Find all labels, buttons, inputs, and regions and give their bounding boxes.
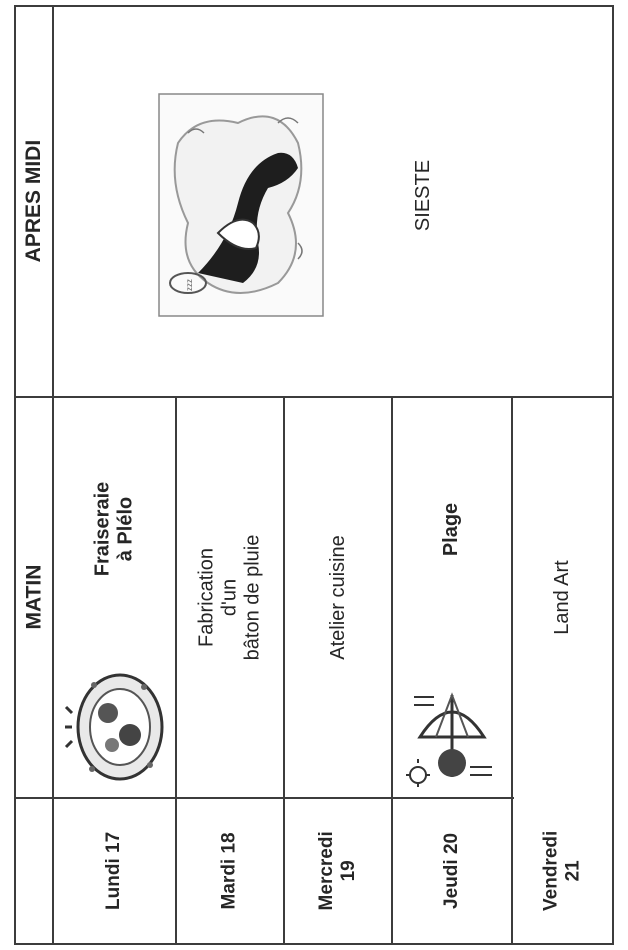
strawberry-basket-icon <box>64 665 168 789</box>
svg-text:zzz: zzz <box>185 279 194 291</box>
day-number: 21 <box>562 860 584 882</box>
apres-midi-label: APRES MIDI <box>21 140 45 263</box>
day-cell-vendredi <box>513 799 612 943</box>
activity-label <box>91 482 137 577</box>
activity-cell-jeudi <box>393 398 511 660</box>
activity-label: Land Art <box>550 559 573 635</box>
activity-cell-mardi <box>177 398 283 796</box>
header-matin <box>16 397 52 797</box>
activity-line: d'un <box>218 578 241 616</box>
activity-line: Fabrication <box>195 547 218 647</box>
activity-label: Atelier cuisine <box>326 534 349 660</box>
activity-line: bâton de pluie <box>241 534 264 660</box>
day-cell-mercredi <box>285 799 391 943</box>
day-name: Vendredi <box>540 830 562 912</box>
sieste-label: SIESTE <box>412 159 435 231</box>
activity-line: à Plélo <box>114 496 137 562</box>
day-number: 19 <box>337 860 359 882</box>
day-cell-jeudi <box>393 799 511 943</box>
matin-label: MATIN <box>21 564 45 630</box>
day-label: Mardi 18 <box>219 832 241 910</box>
day-label <box>541 831 585 911</box>
weekly-schedule-table <box>14 5 614 945</box>
activity-label <box>196 534 265 660</box>
activity-cell-vendredi <box>513 398 612 796</box>
day-label <box>316 831 360 910</box>
day-cell-mardi <box>177 799 283 943</box>
day-label: Jeudi 20 <box>441 832 463 910</box>
beach-umbrella-icon <box>400 677 504 787</box>
day-label: Lundi 17 <box>103 831 125 911</box>
table-border-right <box>612 5 614 945</box>
activity-label: Plage <box>440 502 463 556</box>
activity-cell-lundi <box>54 398 175 660</box>
afternoon-label-cell <box>394 65 454 325</box>
table-border-bottom <box>14 943 614 945</box>
table-border-top <box>14 5 614 7</box>
header-apres-midi <box>16 7 52 396</box>
divider-header-daycol <box>14 797 54 799</box>
sleeping-character-illustration <box>158 93 324 317</box>
activity-line: Fraiseraie <box>91 481 114 577</box>
activity-cell-mercredi <box>285 398 391 796</box>
day-name: Mercredi <box>316 831 338 911</box>
day-cell-lundi <box>54 799 175 943</box>
